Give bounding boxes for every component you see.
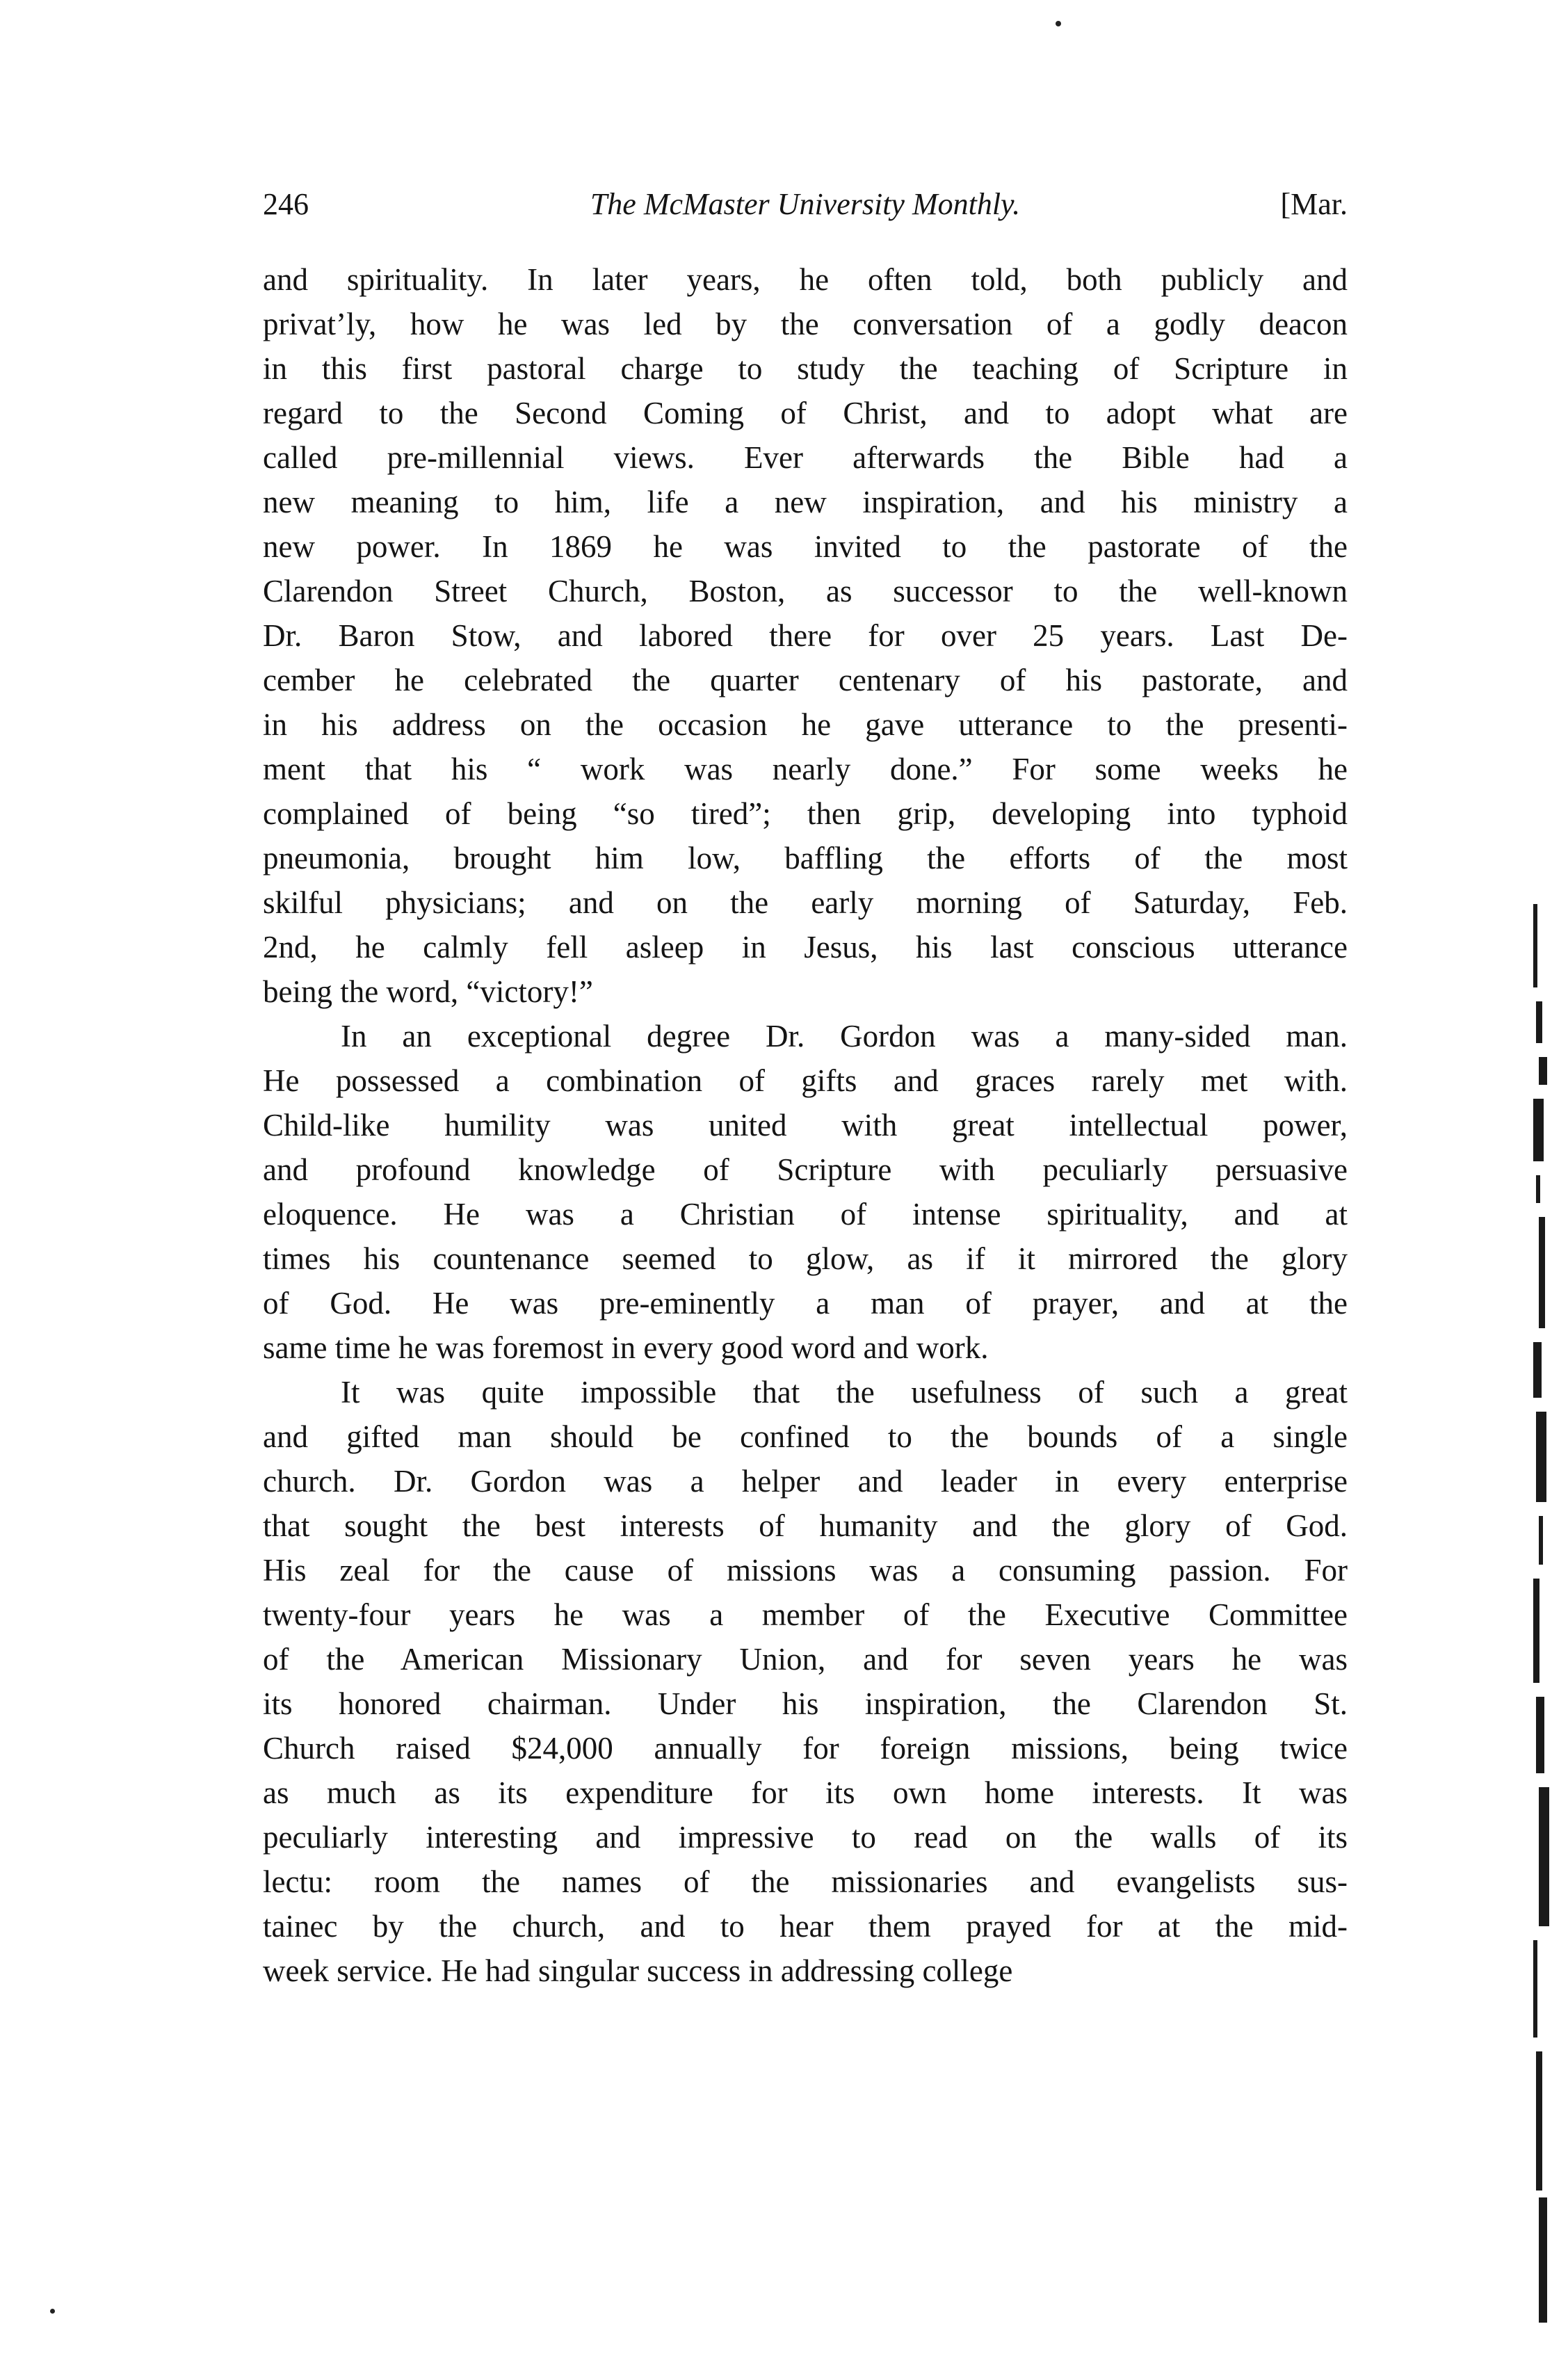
text-line: twenty-four years he was a member of the Executive Committee (263, 1597, 1348, 1632)
scan-edge-mark (1539, 1217, 1545, 1328)
text-line: complained of being “so tired”; then grip, developing into typhoid (263, 796, 1348, 831)
text-line: Dr. Baron Stow, and labored there for over 25 years. Last De- (263, 618, 1348, 653)
paragraph (263, 257, 1348, 1014)
text-line: that sought the best interests of humanity and the glory of God. (263, 1508, 1348, 1543)
text-line: and gifted man should be confined to the bounds of a single (263, 1419, 1348, 1454)
scan-speck (1056, 21, 1061, 26)
text-line: Clarendon Street Church, Boston, as successor to the well-known (263, 574, 1348, 608)
scan-edge-mark (1533, 1579, 1539, 1683)
scan-edge-mark (1539, 2197, 1547, 2323)
scan-speck (50, 2309, 55, 2314)
page-number: 246 (263, 187, 309, 221)
scan-edge-mark (1536, 1697, 1544, 1773)
text-line: its honored chairman. Under his inspiration, the Clarendon St. (263, 1686, 1348, 1721)
text-line: and spirituality. In later years, he often told, both publicly and (263, 262, 1348, 297)
text-line: church. Dr. Gordon was a helper and leader in every enterprise (263, 1464, 1348, 1499)
issue-month: [Mar. (1280, 187, 1348, 221)
text-line: new meaning to him, life a new inspiration, and his ministry a (263, 485, 1348, 519)
text-line: called pre-millennial views. Ever afterwards the Bible had a (263, 440, 1348, 475)
page-header (263, 186, 1348, 242)
scan-edge-mark (1536, 1175, 1540, 1203)
text-line: in this first pastoral charge to study the teaching of Scripture in (263, 351, 1348, 386)
text-line: ment that his “ work was nearly done.” For some weeks he (263, 752, 1348, 786)
text-line: regard to the Second Coming of Christ, and to adopt what are (263, 396, 1348, 430)
text-line: being the word, “victory!” (263, 974, 593, 1009)
scan-edge-shadow (1526, 0, 1568, 2372)
text-line: It was quite impossible that the usefulness of such a great (341, 1375, 1348, 1410)
text-line: same time he was foremost in every good word and work. (263, 1330, 989, 1365)
scan-edge-mark (1533, 904, 1537, 987)
text-line: eloquence. He was a Christian of intense spirituality, and at (263, 1197, 1348, 1232)
text-line: Child-like humility was united with great intellectual power, (263, 1108, 1348, 1143)
scan-edge-mark (1539, 1516, 1543, 1565)
scan-edge-mark (1539, 1787, 1549, 1926)
text-line: His zeal for the cause of missions was a consuming passion. For (263, 1553, 1348, 1588)
text-line: of God. He was pre-eminently a man of prayer, and at the (263, 1286, 1348, 1321)
scan-edge-mark (1536, 2051, 1542, 2191)
text-line: lectu: room the names of the missionaries and evangelists sus- (263, 1864, 1348, 1899)
text-line: cember he celebrated the quarter centenary of his pastorate, and (263, 663, 1348, 697)
text-line: pneumonia, brought him low, baffling the efforts of the most (263, 841, 1348, 876)
text-line: In an exceptional degree Dr. Gordon was a many-sided man. (341, 1019, 1348, 1054)
scan-edge-mark (1533, 1099, 1544, 1161)
text-line: new power. In 1869 he was invited to the pastorate of the (263, 529, 1348, 564)
scan-edge-mark (1536, 1001, 1542, 1043)
text-line: week service. He had singular success in addressing college (263, 1953, 1013, 1988)
article-body (263, 257, 1348, 1993)
scan-edge-mark (1536, 1412, 1546, 1502)
scan-edge-mark (1539, 1057, 1547, 1085)
text-line: skilful physicians; and on the early morning of Saturday, Feb. (263, 885, 1348, 920)
text-line: tainec by the church, and to hear them prayed for at the mid- (263, 1909, 1348, 1944)
text-line: privat’ly, how he was led by the conversation of a godly deacon (263, 307, 1348, 341)
text-line: peculiarly interesting and impressive to read on the walls of its (263, 1820, 1348, 1855)
text-line: in his address on the occasion he gave utterance to the presenti- (263, 707, 1348, 742)
text-line: He possessed a combination of gifts and graces rarely met with. (263, 1063, 1348, 1098)
text-line: as much as its expenditure for its own home interests. It was (263, 1775, 1348, 1810)
running-title: The McMaster University Monthly. (590, 187, 1021, 221)
paragraph (263, 1370, 1348, 1993)
text-line: times his countenance seemed to glow, as if it mirrored the glory (263, 1241, 1348, 1276)
text-line: of the American Missionary Union, and for seven years he was (263, 1642, 1348, 1677)
text-line: Church raised $24,000 annually for foreign missions, being twice (263, 1731, 1348, 1766)
text-line: 2nd, he calmly fell asleep in Jesus, his last conscious utterance (263, 930, 1348, 965)
scan-edge-mark (1533, 1940, 1537, 2038)
scan-edge-mark (1533, 1342, 1542, 1398)
text-line: and profound knowledge of Scripture with peculiarly persuasive (263, 1152, 1348, 1187)
paragraph (263, 1014, 1348, 1370)
